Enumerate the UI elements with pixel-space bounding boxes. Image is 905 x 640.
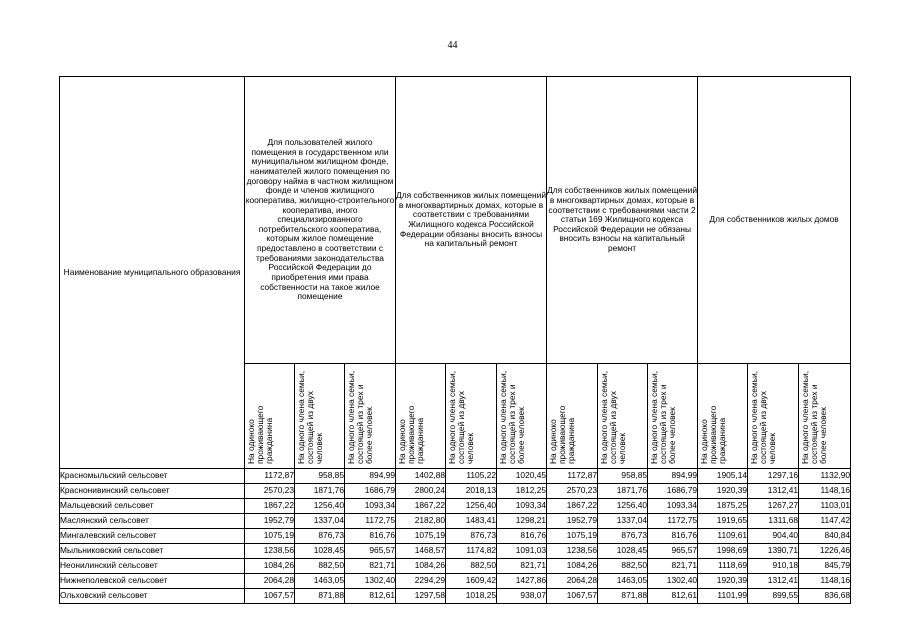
- table-cell-value: 1148,16: [799, 574, 851, 589]
- table-cell-value: 1686,79: [648, 484, 698, 499]
- table-cell-value: 965,57: [345, 544, 396, 559]
- table-row: [60, 574, 851, 589]
- table-cell-value: 1172,87: [547, 469, 598, 484]
- table-cell-value: 1875,25: [698, 499, 748, 514]
- table-cell-value: 1075,19: [547, 529, 598, 544]
- table-cell-value: 958,85: [598, 469, 648, 484]
- table-cell-value: 1075,19: [396, 529, 446, 544]
- table-cell-value: 1238,56: [245, 544, 295, 559]
- table-cell-value: 2800,24: [396, 484, 446, 499]
- table-cell-value: 1118,69: [698, 559, 748, 574]
- table-cell-value: 1298,21: [497, 514, 547, 529]
- table-cell-value: 2294,29: [396, 574, 446, 589]
- subcolumn-header: На одного члена семьи, состоящей из двух человек: [295, 364, 345, 469]
- table-cell-value: 1871,76: [598, 484, 648, 499]
- table-cell-value: 1093,34: [497, 499, 547, 514]
- table-cell-value: 1312,41: [748, 574, 799, 589]
- group-header-tenants: Для пользователей жилого помещения в государственном или муниципальном жилищном фонде, нанимателей жилого помещения по договору найма в частном жилищном фонде и членов жилищного кооператива, жилищно-строительного кооператива, иного специализированного потребительского кооператива, которым жилое помещение предоставлено в соответствии с требованиями законодательства Российской Федерации до приобретения ими права собственности на такое жилое помещение: [245, 77, 396, 364]
- table-cell-value: 1105,22: [446, 469, 497, 484]
- table-cell-value: 1084,26: [547, 559, 598, 574]
- table-cell-value: 1952,79: [547, 514, 598, 529]
- table-cell-value: 1148,16: [799, 484, 851, 499]
- table-cell-value: 1998,69: [698, 544, 748, 559]
- group-header-owners-mkd-not-obliged: Для собственников жилых помещений в многоквартирных домах, которые в соответствии с требованиями части 2 статьи 169 Жилищного кодекса Российской Федерации не обязаны вносить взносы на капитальный ремонт: [547, 77, 698, 364]
- table-cell-value: 1093,34: [345, 499, 396, 514]
- table-cell-value: 1067,57: [547, 589, 598, 604]
- municipality-name: Мыльниковский сельсовет: [60, 544, 245, 559]
- table-cell-value: 894,99: [648, 469, 698, 484]
- table-cell-value: 1109,61: [698, 529, 748, 544]
- table-cell-value: 876,73: [446, 529, 497, 544]
- table-cell-value: 816,76: [345, 529, 396, 544]
- table-cell-value: 1920,39: [698, 484, 748, 499]
- table-cell-value: 871,88: [295, 589, 345, 604]
- table-cell-value: 1337,04: [295, 514, 345, 529]
- table-cell-value: 816,76: [497, 529, 547, 544]
- subcolumn-header: На одного члена семьи, состоящей из трех и более человек: [497, 364, 547, 469]
- table-cell-value: 812,61: [345, 589, 396, 604]
- table-cell-value: 1871,76: [295, 484, 345, 499]
- table-cell-value: 1867,22: [547, 499, 598, 514]
- municipality-name: Мингалевский сельсовет: [60, 529, 245, 544]
- table-cell-value: 821,71: [497, 559, 547, 574]
- table-row: [60, 529, 851, 544]
- municipality-name: Краснонивинский сельсовет: [60, 484, 245, 499]
- table-cell-value: 2182,80: [396, 514, 446, 529]
- page-number: 44: [447, 40, 458, 51]
- table-cell-value: 1867,22: [245, 499, 295, 514]
- table-cell-value: 1337,04: [598, 514, 648, 529]
- subcolumn-header: На одного члена семьи, состоящей из двух человек: [598, 364, 648, 469]
- table-cell-value: 882,50: [598, 559, 648, 574]
- table-cell-value: 1174,82: [446, 544, 497, 559]
- table-cell-value: 1147,42: [799, 514, 851, 529]
- table-cell-value: 1302,40: [345, 574, 396, 589]
- housing-costs-table: [59, 76, 851, 604]
- subcolumn-header: На одного члена семьи, состоящей из двух человек: [446, 364, 497, 469]
- table-cell-value: 1483,41: [446, 514, 497, 529]
- subcolumn-header: На одного члена семьи, состоящей из трех и более человек: [648, 364, 698, 469]
- table-cell-value: 1256,40: [295, 499, 345, 514]
- table-cell-value: 882,50: [446, 559, 497, 574]
- table-header-row: [60, 77, 851, 364]
- table-cell-value: 821,71: [648, 559, 698, 574]
- table-cell-value: 1075,19: [245, 529, 295, 544]
- table-cell-value: 1812,25: [497, 484, 547, 499]
- table-cell-value: 1172,75: [345, 514, 396, 529]
- table-cell-value: 1952,79: [245, 514, 295, 529]
- table-cell-value: 1172,87: [245, 469, 295, 484]
- table-cell-value: 965,57: [648, 544, 698, 559]
- table-cell-value: 1609,42: [446, 574, 497, 589]
- table-cell-value: 2570,23: [547, 484, 598, 499]
- municipality-name: Маслянский сельсовет: [60, 514, 245, 529]
- table-cell-value: 1390,71: [748, 544, 799, 559]
- table-row: [60, 499, 851, 514]
- table-row: [60, 589, 851, 604]
- table-cell-value: 845,79: [799, 559, 851, 574]
- table-cell-value: 1686,79: [345, 484, 396, 499]
- table-cell-value: 1020,45: [497, 469, 547, 484]
- table-cell-value: 1172,75: [648, 514, 698, 529]
- table-cell-value: 1028,45: [598, 544, 648, 559]
- table-cell-value: 1226,46: [799, 544, 851, 559]
- table-cell-value: 1312,41: [748, 484, 799, 499]
- table-cell-value: 1463,05: [598, 574, 648, 589]
- subcolumn-header: На одного члена семьи, состоящей из трех и более человек: [345, 364, 396, 469]
- table-cell-value: 1867,22: [396, 499, 446, 514]
- table-cell-value: 2018,13: [446, 484, 497, 499]
- subcolumn-header: На одного члена семьи, состоящей из двух человек: [748, 364, 799, 469]
- municipality-name: Мальцевский сельсовет: [60, 499, 245, 514]
- table-cell-value: 1920,39: [698, 574, 748, 589]
- table-cell-value: 836,68: [799, 589, 851, 604]
- table-cell-value: 1463,05: [295, 574, 345, 589]
- table-row: [60, 514, 851, 529]
- table-cell-value: 816,76: [648, 529, 698, 544]
- table-cell-value: 821,71: [345, 559, 396, 574]
- table-cell-value: 1297,58: [396, 589, 446, 604]
- table-row: [60, 484, 851, 499]
- table-cell-value: 871,88: [598, 589, 648, 604]
- municipality-name: Нижнеполевской сельсовет: [60, 574, 245, 589]
- group-header-house-owners: Для собственников жилых домов: [698, 77, 851, 364]
- table-cell-value: 812,61: [648, 589, 698, 604]
- table-cell-value: 2064,28: [245, 574, 295, 589]
- table-cell-value: 2064,28: [547, 574, 598, 589]
- table-cell-value: 1132,90: [799, 469, 851, 484]
- subcolumn-header: На одиноко проживающего гражданина: [245, 364, 295, 469]
- table-cell-value: 1402,88: [396, 469, 446, 484]
- table-cell-value: 1919,65: [698, 514, 748, 529]
- table-cell-value: 958,85: [295, 469, 345, 484]
- table-cell-value: 1093,34: [648, 499, 698, 514]
- subcolumn-header: На одного члена семьи, состоящей из трех и более человек: [799, 364, 851, 469]
- table-row: [60, 469, 851, 484]
- table-cell-value: 904,40: [748, 529, 799, 544]
- table-cell-value: 1256,40: [598, 499, 648, 514]
- table-cell-value: 1028,45: [295, 544, 345, 559]
- table-cell-value: 899,55: [748, 589, 799, 604]
- group-header-owners-mkd-obliged: Для собственников жилых помещений в многоквартирных домах, которые в соответствии с требованиями Жилищного кодекса Российской Федерации обязаны вносить взносы на капитальный ремонт: [396, 77, 547, 364]
- table-cell-value: 1297,16: [748, 469, 799, 484]
- table-cell-value: 1267,27: [748, 499, 799, 514]
- municipality-name: Неонилинский сельсовет: [60, 559, 245, 574]
- table-cell-value: 1103,01: [799, 499, 851, 514]
- table-cell-value: 1302,40: [648, 574, 698, 589]
- municipality-name: Красномыльский сельсовет: [60, 469, 245, 484]
- table-cell-value: 1091,03: [497, 544, 547, 559]
- table-cell-value: 1311,68: [748, 514, 799, 529]
- table-cell-value: 882,50: [295, 559, 345, 574]
- table-cell-value: 840,84: [799, 529, 851, 544]
- table-cell-value: 876,73: [295, 529, 345, 544]
- municipality-name: Ольховский сельсовет: [60, 589, 245, 604]
- table-cell-value: 1468,57: [396, 544, 446, 559]
- table-cell-value: 1256,40: [446, 499, 497, 514]
- table-cell-value: 1084,26: [396, 559, 446, 574]
- table-cell-value: 894,99: [345, 469, 396, 484]
- table-cell-value: 1905,14: [698, 469, 748, 484]
- name-column-header: Наименование муниципального образования: [60, 77, 245, 469]
- table-cell-value: 1067,57: [245, 589, 295, 604]
- table-row: [60, 544, 851, 559]
- subcolumn-header: На одиноко проживающего гражданина: [396, 364, 446, 469]
- table-cell-value: 910,18: [748, 559, 799, 574]
- table-cell-value: 1018,25: [446, 589, 497, 604]
- table-cell-value: 1101,99: [698, 589, 748, 604]
- table-cell-value: 1427,86: [497, 574, 547, 589]
- table-cell-value: 2570,23: [245, 484, 295, 499]
- subcolumn-header: На одиноко проживающего гражданина: [547, 364, 598, 469]
- table-cell-value: 876,73: [598, 529, 648, 544]
- table-cell-value: 938,07: [497, 589, 547, 604]
- table-cell-value: 1084,26: [245, 559, 295, 574]
- table-cell-value: 1238,56: [547, 544, 598, 559]
- table-row: [60, 559, 851, 574]
- subcolumn-header: На одиноко проживающего гражданина: [698, 364, 748, 469]
